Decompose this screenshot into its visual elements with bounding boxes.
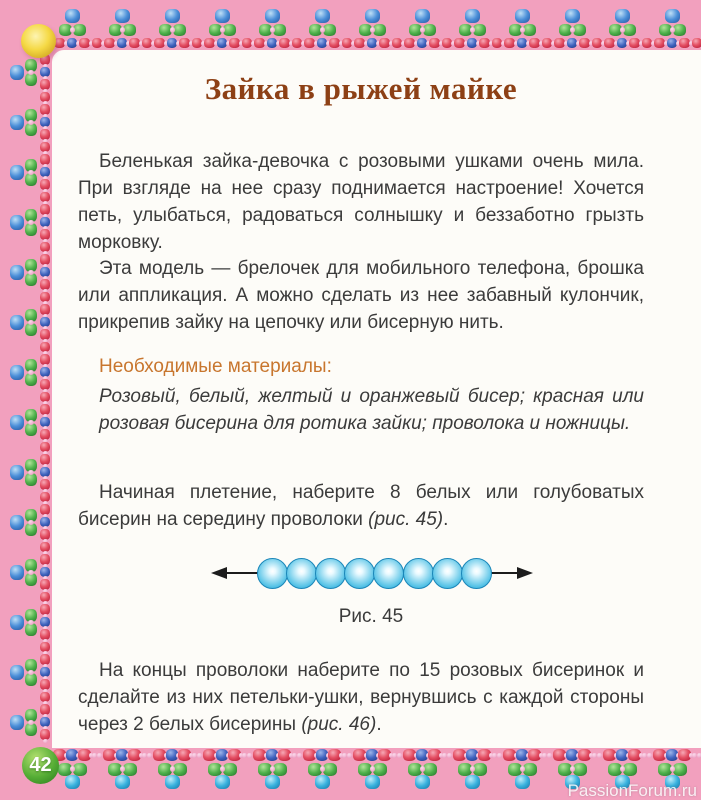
bead xyxy=(323,763,337,776)
bead xyxy=(415,775,430,789)
bead xyxy=(620,766,625,772)
bead xyxy=(10,65,24,80)
bead xyxy=(223,763,237,776)
figure-46-reference: (рис. 46) xyxy=(301,714,377,735)
bead xyxy=(270,27,275,33)
bead xyxy=(565,9,580,23)
bead xyxy=(620,27,625,33)
bead xyxy=(523,763,537,776)
bead xyxy=(492,753,497,758)
paragraph-step1: Начиная плетение, наберите 8 белых или голубоватых бисерин на середину проволоки (рис. 45). xyxy=(78,482,644,530)
bead xyxy=(92,753,97,758)
paragraph-model: Эта модель — брелочек для мобильного телефона, брошка или аппликация. А можно сделать из нее забавный кулончик, прикрепив зайку на цепочку или бисерную нить. xyxy=(78,258,644,333)
bead xyxy=(170,766,175,772)
bead xyxy=(647,753,652,758)
figure-bead xyxy=(432,558,463,589)
bead xyxy=(570,27,575,33)
paragraph-intro: Беленькая зайка-девочка с розовыми ушками очень мила. При взгляде на нее сразу поднимается настроение! Хочется петь, улыбаться, радоваться солнышку и беззаботно грызть морковку. xyxy=(78,151,644,253)
bead xyxy=(292,753,297,758)
step2-text: На концы проволоки наберите по 15 розовых бисеринок и сделайте из них петельки-ушки, вернувшись с каждой стороны через 2 белых бисерины xyxy=(78,660,644,735)
bead xyxy=(320,766,325,772)
bead xyxy=(28,220,34,225)
wire-arrow-right-icon xyxy=(517,567,533,579)
bead xyxy=(142,753,147,758)
bead xyxy=(497,753,502,758)
bead xyxy=(515,9,530,23)
bead xyxy=(123,763,137,776)
bead xyxy=(10,415,24,430)
bead xyxy=(215,775,230,789)
bead xyxy=(28,620,34,625)
figure-bead xyxy=(286,558,317,589)
bead xyxy=(115,9,130,23)
bead xyxy=(465,775,480,789)
bead xyxy=(597,753,602,758)
bead xyxy=(470,766,475,772)
bead xyxy=(10,215,24,230)
page-number: 42 xyxy=(29,754,52,776)
materials-text: Розовый, белый, желтый и оранжевый бисер; красная или розовая бисерина для ротика зайки; проволока и ножницы. xyxy=(99,386,644,434)
bead xyxy=(297,753,302,758)
bead xyxy=(28,570,34,575)
bead xyxy=(542,753,547,758)
bead xyxy=(665,9,680,23)
bead xyxy=(397,753,402,758)
bead xyxy=(515,775,530,789)
bead xyxy=(420,766,425,772)
bead xyxy=(615,9,630,23)
bead xyxy=(165,9,180,23)
bead xyxy=(65,9,80,23)
bead xyxy=(520,27,525,33)
watermark: PassionForum.ru xyxy=(567,781,697,800)
bead xyxy=(120,766,125,772)
materials-heading: Необходимые материалы: xyxy=(99,356,332,377)
bead xyxy=(10,665,24,680)
bead xyxy=(173,763,187,776)
bead xyxy=(570,766,575,772)
bead xyxy=(265,9,280,23)
bead xyxy=(165,775,180,789)
bead xyxy=(423,763,437,776)
bead xyxy=(70,27,75,33)
bead xyxy=(365,775,380,789)
bead xyxy=(465,9,480,23)
bead xyxy=(28,270,34,275)
bead xyxy=(28,170,34,175)
bead xyxy=(373,763,387,776)
bead xyxy=(697,753,701,758)
bead xyxy=(247,753,252,758)
bead xyxy=(120,27,125,33)
bead xyxy=(215,9,230,23)
bead xyxy=(547,753,552,758)
bead xyxy=(473,763,487,776)
bead xyxy=(365,9,380,23)
bead xyxy=(10,715,24,730)
bead xyxy=(28,370,34,375)
bead xyxy=(28,320,34,325)
bead xyxy=(197,753,202,758)
bead xyxy=(320,27,325,33)
bead xyxy=(692,753,697,758)
bead xyxy=(447,753,452,758)
figure-bead xyxy=(373,558,404,589)
bead xyxy=(65,775,80,789)
bead xyxy=(692,38,701,49)
bead xyxy=(28,120,34,125)
bead xyxy=(97,753,102,758)
paragraph-step2: На концы проволоки наберите по 15 розовых бисеринок и сделайте из них петельки-ушки, вернувшись с каждой стороны через 2 белых бисерины (рис. 46). xyxy=(78,660,644,735)
bead xyxy=(10,465,24,480)
figure-bead xyxy=(461,558,492,589)
bead xyxy=(28,670,34,675)
bead xyxy=(673,763,687,776)
bead xyxy=(470,27,475,33)
bead xyxy=(270,766,275,772)
bead xyxy=(442,753,447,758)
bead xyxy=(73,763,87,776)
bead xyxy=(10,565,24,580)
figure-bead xyxy=(315,558,346,589)
bead xyxy=(347,753,352,758)
bead xyxy=(170,27,175,33)
bead xyxy=(415,9,430,23)
bead xyxy=(420,27,425,33)
figure-bead xyxy=(257,558,288,589)
bead xyxy=(370,27,375,33)
bead xyxy=(10,265,24,280)
bead xyxy=(28,470,34,475)
bead xyxy=(70,766,75,772)
bead xyxy=(265,775,280,789)
bead xyxy=(670,27,675,33)
figure-bead xyxy=(344,558,375,589)
figure-45-caption: Рис. 45 xyxy=(338,606,404,627)
bead xyxy=(342,753,347,758)
figure-bead xyxy=(403,558,434,589)
bead xyxy=(242,753,247,758)
bead xyxy=(315,9,330,23)
bead xyxy=(10,365,24,380)
bead xyxy=(147,753,152,758)
bead xyxy=(10,165,24,180)
page-title: Зайка в рыжей майке xyxy=(204,71,518,106)
bead xyxy=(392,753,397,758)
bead xyxy=(43,739,48,744)
bead xyxy=(192,753,197,758)
bead xyxy=(10,615,24,630)
figure-45-reference: (рис. 45) xyxy=(368,509,444,530)
bead xyxy=(220,766,225,772)
bead xyxy=(10,515,24,530)
bead xyxy=(520,766,525,772)
bead xyxy=(592,753,597,758)
bead xyxy=(370,766,375,772)
bead xyxy=(28,720,34,725)
bead xyxy=(28,520,34,525)
bead xyxy=(670,766,675,772)
bead xyxy=(10,115,24,130)
bead xyxy=(642,753,647,758)
bead xyxy=(10,315,24,330)
bead xyxy=(573,763,587,776)
bead xyxy=(273,763,287,776)
bead xyxy=(28,70,34,75)
bead xyxy=(28,420,34,425)
bead xyxy=(220,27,225,33)
step1-text: Начиная плетение, наберите 8 белых или голубоватых бисерин на середину проволоки xyxy=(78,482,644,530)
bead xyxy=(623,763,637,776)
wire-arrow-left-icon xyxy=(211,567,227,579)
corner-yellow-bead xyxy=(21,24,56,58)
page-number-badge xyxy=(22,747,59,784)
bead xyxy=(115,775,130,789)
bead xyxy=(315,775,330,789)
